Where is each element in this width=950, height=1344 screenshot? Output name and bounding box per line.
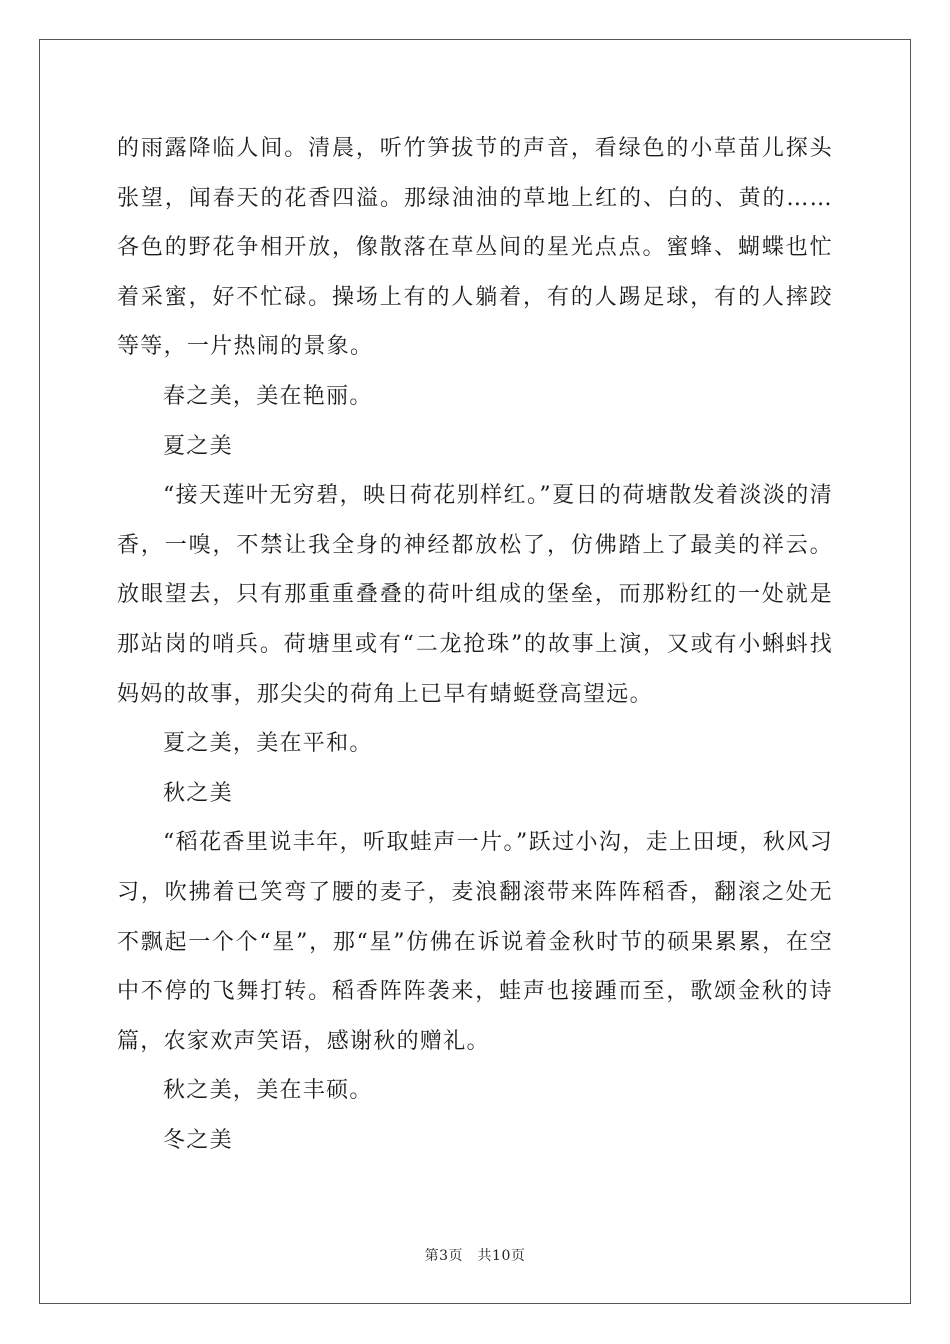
paragraph-spring-description: 的雨露降临人间。清晨，听竹笋拔节的声音，看绿色的小草苗儿探头张望，闻春天的花香四溢。那绿油油的草地上红的、白的、黄的……各色的野花争相开放，像散落在草丛间的星光点点。蜜蜂、蝴蝶也忙着采蜜，好不忙碌。操场上有的人躺着，有的人踢足球，有的人摔跤等等，一片热闹的景象。	[117, 136, 833, 360]
heading-autumn: 秋之美	[163, 780, 233, 806]
page-number-footer: 第3页 共10页	[424, 1248, 526, 1264]
paragraph-summer-summary: 夏之美，美在平和。	[163, 731, 373, 757]
paragraph-autumn-summary: 秋之美，美在丰硕。	[163, 1078, 373, 1104]
paragraph-spring-summary: 春之美，美在艳丽。	[163, 383, 373, 409]
heading-summary: 夏之美	[163, 433, 233, 459]
document-body	[117, 124, 833, 1165]
heading-winter: 冬之美	[163, 1127, 233, 1153]
paragraph-summer-description: “接天莲叶无穷碧，映日荷花别样红。”夏日的荷塘散发着淡淡的清香，一嗅，不禁让我全身的神经都放松了，仿佛踏上了最美的祥云。放眼望去，只有那重重叠叠的荷叶组成的堡垒，而那粉红的一处就是那站岗的哨兵。荷塘里或有“二龙抢珠”的故事上演，又或有小蝌蚪找妈妈的故事，那尖尖的荷角上已早有蜻蜓登高望远。	[117, 483, 833, 707]
paragraph-autumn-description: “稻花香里说丰年，听取蛙声一片。”跃过小沟，走上田埂，秋风习习，吹拂着已笑弯了腰的麦子，麦浪翻滚带来阵阵稻香，翻滚之处无不飘起一个个“星”，那“星”仿佛在诉说着金秋时节的硕果累累，在空中不停的飞舞打转。稻香阵阵袭来，蛙声也接踵而至，歌颂金秋的诗篇，农家欢声笑语，感谢秋的赠礼。	[117, 830, 833, 1054]
